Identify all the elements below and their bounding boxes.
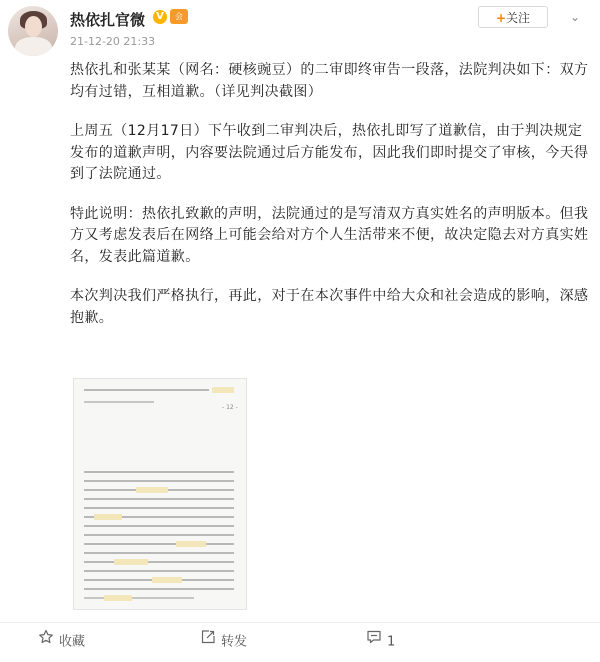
repost-button[interactable] <box>200 623 247 661</box>
follow-label: 关注 <box>506 11 531 25</box>
comment-icon <box>366 623 382 661</box>
post-paragraph: 特此说明：热依扎致歉的声明，法院通过的是写清双方真实姓名的声明版本。但我方又考虑发表后在网络上可能会给对方个人生活带来不便，故决定隐去对方真实姓名，发表此篇道歉。 <box>70 205 589 265</box>
page-number-mark: - 12 - <box>222 404 238 411</box>
judgment-image[interactable] <box>73 378 247 610</box>
post-paragraph: 上周五（12月17日）下午收到二审判决后，热依扎即写了道歉信，由于判决规定发布的道歉声明，内容要法院通过后方能发布，因此我们即时提交了审核，今天得到了法院通过。 <box>70 123 589 182</box>
post-paragraph: 本次判决我们严格执行，再此，对于在本次事件中给大众和社会造成的影响，深感抱歉。 <box>70 288 589 326</box>
favorite-button[interactable] <box>38 623 85 661</box>
repost-label: 转发 <box>221 634 248 650</box>
favorite-label: 收藏 <box>59 634 86 650</box>
post-content <box>70 60 595 347</box>
star-icon <box>38 623 54 661</box>
author-name[interactable]: 热依扎官微 <box>70 11 146 29</box>
verified-icon: V <box>153 10 167 24</box>
post-paragraph: 热依扎和张某某（网名：硬核豌豆）的二审即终审告一段落，法院判决如下：双方均有过错，互相道歉。（详见判决截图） <box>70 62 589 100</box>
comment-count: 1 <box>387 634 396 650</box>
plus-icon: + <box>495 11 507 25</box>
avatar[interactable] <box>8 6 58 56</box>
chevron-down-icon[interactable]: ⌄ <box>569 10 581 24</box>
post-timestamp[interactable]: 21-12-20 21:33 <box>70 35 156 48</box>
member-badge-icon: 会 <box>170 9 188 24</box>
follow-button[interactable] <box>478 6 548 28</box>
comment-button[interactable] <box>366 623 395 661</box>
repost-icon <box>200 623 216 661</box>
action-bar <box>0 622 600 661</box>
